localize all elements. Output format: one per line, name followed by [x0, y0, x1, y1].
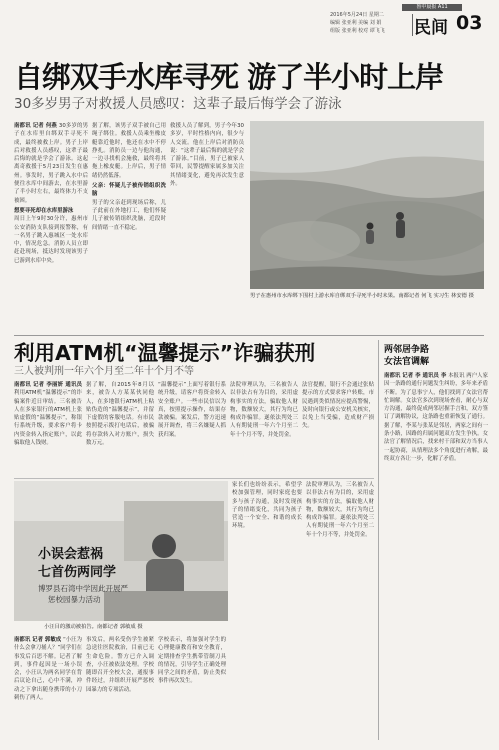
- story1-col1-subhead: 想要寻死却在水库里游泳: [14, 207, 74, 214]
- story1-byline: 南都讯 记者 何燕: [14, 123, 57, 129]
- sidebar-body: [384, 372, 488, 737]
- story2-col1-text: 利用ATM机“温馨提示”的诈骗案件近日审结。三名被告人在多家银行的ATM机上张贴虚假的“温馨提示”，称银行系统升级，要求客户将卡内资金转入指定账户，以此骗取他人钱财。: [14, 390, 82, 447]
- story2-col3-text: “温馨提示”上面写着银行系统升级，请客户将资金转入安全账户。一些市民信以为真，按照提示操作，结果存款被骗。案发后，警方迅速展开调查，将三名嫌疑人抓获归案。: [158, 382, 226, 438]
- story3-kicker: 小误会惹祸: [38, 547, 104, 562]
- story3-col3-text: 学校表示，将加强对学生的心理健康教育和安全教育，定期排查学生携带管制刀具的情况，引导学生正确处理同学之间的矛盾，防止类似事件再次发生。: [158, 637, 226, 685]
- story3-subheadline-1: 博罗县石湾中学因此开展严: [38, 584, 128, 593]
- story1-column-3: [170, 122, 244, 332]
- proof-line: 组版 张亚利 校对 谭飞飞: [330, 28, 385, 34]
- story3-byline: 南都讯 记者 郭敏成: [14, 637, 62, 643]
- story2-subheadline: 三人被判刑一年六个月至二年十个月不等: [14, 366, 194, 377]
- story3-col4-text: 家长们也纷纷表示，希望学校加强管理，同时家庭也要多与孩子沟通，及时发现孩子的情绪变化，共同为孩子营造一个安全、和谐的成长环境。: [232, 482, 302, 530]
- story2-column-1: [14, 381, 82, 477]
- story1-subheadline: 30多岁男子对救援人员感叹：这辈子最后悔学会了游泳: [14, 96, 342, 112]
- story3-col1-text: “小汪为什么会拿刀捅人？”同学们在事发后百思不解。记者了解到，事件起因是一场小误会，小汪认为两名同学在背后议论自己，心中不满，冲动之下拿出随身携带的小刀刺伤了两人。: [14, 637, 82, 702]
- sidebar-title-line2: 女法官调解: [384, 357, 430, 367]
- story2-column-2: [86, 381, 154, 477]
- sidebar-divider: [378, 340, 379, 740]
- story2-col5-continued: 法院审理认为，三名被告人以非法占有为目的，采用虚构事实的方法，骗取他人财物，数额较大，其行为均已构成诈骗罪。遂依法判处三人有期徒刑一年六个月至二年十个月不等，并处罚金。: [306, 482, 374, 538]
- sidebar-byline: 南都讯 记者 李 通讯员 李: [384, 373, 447, 379]
- page-number: 03: [456, 12, 483, 34]
- story1-col1b-text: 周日上午9时30分许，惠州市公安消防支队接到报警称，有一名男子跳入惠城区一处水库中，情况危急。消防人员立即赶赴现场，抵达时发现该男子已游到水库中央。: [14, 216, 88, 264]
- story3-column-3: [158, 636, 226, 742]
- story2-column-4: [230, 381, 298, 477]
- story2-byline: 南都讯 记者 李丽妍 通讯员: [14, 382, 82, 388]
- story1-column-2: [92, 122, 166, 332]
- sidebar-text: 本报讯 两户人家因一条路的通行问题发生纠纷，多年来矛盾不断。为了息事宁人，他们找到了女法官帮忙调解。女法官多次到现场查看，耐心与双方沟通，最终促成两邻居握手言和，双方签订了调解协议，这条路也重新恢复了通行。据了解，李某与张某是邻居，两家之间有一条小路，因路的归属问题双方发生争执。女法官了解情况后，找来村干部和双方当事人一起协商，从情理法多个角度进行劝解，最终双方各让一步，化解了矛盾。: [384, 373, 488, 462]
- story1-photo: [250, 121, 484, 289]
- story1-col2-subhead: 父亲：怀疑儿子被传销组织洗脑: [92, 183, 166, 198]
- story2-col4-text: 法院审理认为，三名被告人以非法占有为目的，采用虚构事实的方法，骗取他人财物，数额较大，其行为均已构成诈骗罪。遂依法判处三人有期徒刑一年六个月至二年十个月不等，并处罚金。: [230, 382, 298, 438]
- story1-col2b-text: 男子的父亲赶到现场后称，儿子此前在外地打工，他们怀疑儿子被传销组织洗脑，近段时间情绪一直不稳定。: [92, 199, 166, 231]
- story2-column-5: [302, 381, 374, 477]
- story1-bottom-rule: [14, 335, 484, 336]
- story3-column-4: [232, 481, 302, 743]
- story1-col1-text: 30多岁的男子在水库里自绑双手寻死不成，最终被救上岸。男子上岸后对救援人员感叹，这辈子最后悔的就是学会了游泳。这起离奇救援于5月23日发生在惠州。事发时，男子跳入水中后便往水库中间游去，在水里游了半小时左右，最终体力不支被困。: [14, 123, 88, 204]
- story1-col3-text: 救援人员了解到，男子今年30多岁，平时性格内向，很少与人交流。他在上岸后对消防员说：“这辈子最后悔的就是学会了游泳。”目前，男子已被家人带回，民警提醒家属多加关注其情绪变化，避免再次发生意外。: [170, 123, 244, 188]
- story3-column-2: [86, 636, 154, 742]
- masthead: [0, 0, 499, 40]
- sidebar-title-line1: 两邻居争路: [384, 345, 430, 355]
- story2-col2-text: 据了解，自2015年8月以来，被告人方某某伙同他人，在多地银行ATM机上粘贴伪造的“温馨提示”，并留下虚假的客服电话。有市民按照提示拨打电话后，被骗将存款转入对方账户，损失数万元。: [86, 382, 154, 447]
- story3-subheadline-2: 惩校园暴力活动: [48, 595, 101, 604]
- story2-col5-text: 法官提醒，银行不会通过张贴提示的方式要求客户转账，市民遇到类似情况应提高警惕，及时向银行或公安机关核实，以免上当受骗，造成财产损失。: [302, 382, 374, 430]
- date-line: 2016年5月24日 星期二: [330, 12, 384, 18]
- story3-photo-caption: 小汪目的激动被拍告。南都记者 郭敏成 摄: [44, 624, 143, 630]
- story2-continued-column: [306, 481, 374, 743]
- story2-column-3: [158, 381, 226, 477]
- editors-line: 编辑 张亚利 美编 刘 娟: [330, 20, 382, 26]
- section-name: 民间: [414, 18, 448, 38]
- story2-headline: 利用ATM机“温馨提示”诈骗获刑: [14, 341, 316, 365]
- section-tag: 鲁中晨报 A11: [402, 4, 462, 11]
- story3-top-rule: [14, 478, 374, 479]
- photo-scene: [250, 121, 484, 289]
- story1-headline: 自绑双手水库寻死 游了半小时上岸: [14, 60, 444, 94]
- story1-column-1: [14, 122, 88, 332]
- masthead-divider: [412, 14, 413, 36]
- story1-photo-caption: 男子在惠州市水库绑下围村上游水库自绑双手寻死半小时未果。南都记者 何飞 实习生 林安德 摄: [250, 293, 474, 299]
- story3-col2-text: 事发后，两名受伤学生被紧急送往医院救治，目前已无生命危险。警方已介入调查，小汪被依法处理。学校随即召开全校大会，通报事件经过，并组织开展严惩校园暴力的专项活动。: [86, 637, 154, 693]
- story3-headline: 七首伤两同学: [38, 565, 117, 580]
- story1-col2-text: 据了解，该男子双手被自己用绳子绑住。救援人员乘坐橡皮艇靠近他时，他还在水中不停挣扎。消防员一边与他沟通，一边寻找机会施救，最终将其拖上橡皮艇。上岸后，男子情绪仍然低落。: [92, 123, 166, 179]
- story3-column-1: [14, 636, 82, 742]
